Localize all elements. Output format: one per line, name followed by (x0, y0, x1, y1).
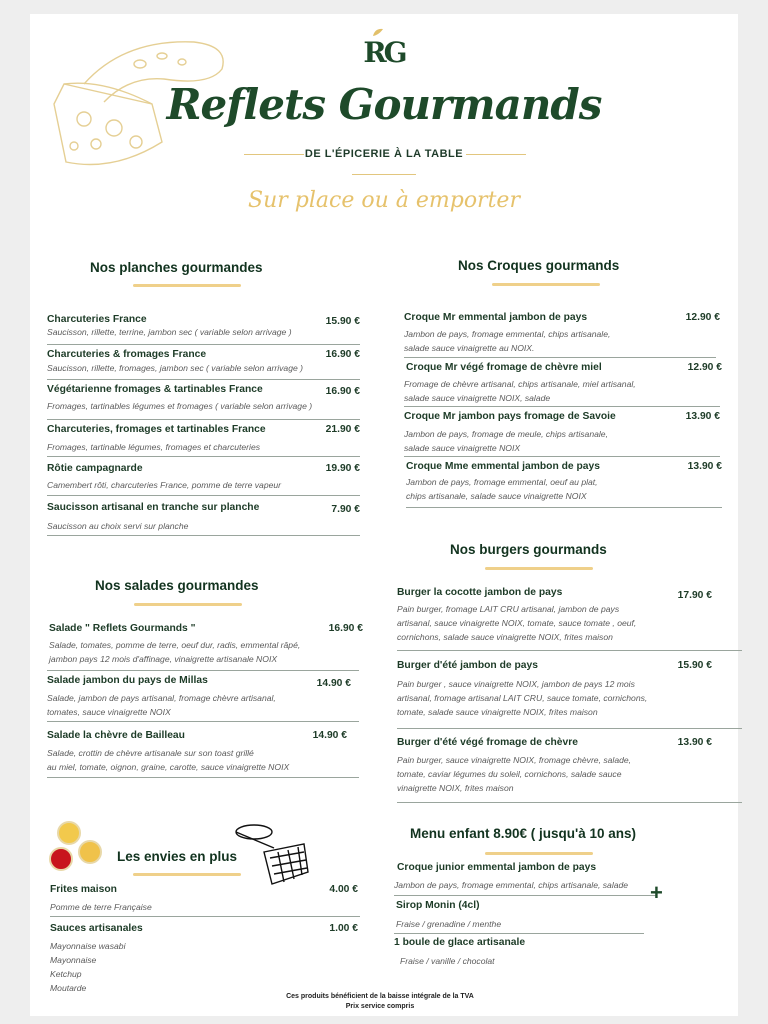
item-name: Salade jambon du pays de Millas (47, 675, 208, 686)
item-desc: Saucisson, rillette, terrine, jambon sec ( variable selon arrivage ) (47, 327, 292, 337)
section-underline (133, 873, 241, 876)
item-desc: salade sauce vinaigrette au NOIX. (404, 343, 535, 353)
item-desc: Saucisson, rillette, fromages, jambon sec ( variable selon arrivage ) (47, 363, 304, 373)
separator (47, 379, 360, 380)
menu-page (30, 14, 738, 1016)
restaurant-name: Reflets Gourmands (166, 80, 602, 129)
menu-item (47, 422, 360, 459)
item-price: 19.90 € (325, 463, 360, 474)
menu-item (404, 408, 720, 458)
croques-list (404, 310, 720, 508)
section-title-salades: Nos salades gourmandes (95, 578, 259, 593)
separator (47, 535, 360, 536)
item-desc: Fraise / grenadine / menthe (396, 919, 502, 929)
menu-item (394, 860, 654, 896)
item-name: Burger la cocotte jambon de pays (397, 587, 563, 598)
item-name: Salade la chèvre de Bailleau (47, 730, 185, 741)
separator (47, 777, 359, 778)
menu-item (404, 458, 720, 508)
menu-item (47, 724, 363, 778)
item-desc: jambon pays 12 mois d'affinage, vinaigrette artisanale NOIX (49, 654, 278, 664)
item-price: 13.90 € (687, 461, 722, 472)
menu-item (397, 585, 712, 657)
section-underline (492, 283, 600, 286)
menu-item (47, 498, 360, 536)
plus-icon: + (650, 880, 663, 905)
menu-item (397, 657, 712, 737)
menu-item (47, 620, 363, 673)
menu-item (47, 349, 360, 383)
menu-item (50, 878, 360, 917)
item-name: Croque Mr jambon pays fromage de Savoie (404, 411, 616, 422)
menu-item (397, 737, 712, 809)
item-name: Sauces artisanales (50, 923, 143, 934)
footer-note: Ces produits bénéficient de la baisse intégrale de la TVA (286, 993, 474, 1000)
item-desc: Fraise / vanille / chocolat (400, 956, 495, 966)
separator (47, 419, 360, 420)
logo (344, 24, 424, 69)
section-underline (133, 284, 241, 287)
fries-basket-icon (234, 822, 314, 886)
item-desc: Jambon de pays, fromage emmental, chips artisanale, salade (394, 880, 629, 890)
item-desc: chips artisanale, salade sauce vinaigrette NOIX (406, 491, 587, 501)
item-desc: Salade, crottin de chèvre artisanale sur son toast grillé (47, 748, 254, 758)
item-desc: Pain burger, sauce vinaigrette NOIX, fromage chèvre, salade, (397, 755, 632, 765)
sauces-illustration (48, 818, 108, 878)
separator (397, 650, 742, 651)
section-title-planches: Nos planches gourmandes (90, 260, 263, 275)
item-desc: Jambon de pays, fromage de meule, chips artisanale, (404, 429, 608, 439)
item-name: Sirop Monin (4cl) (396, 900, 480, 911)
item-desc: salade sauce vinaigrette NOIX (404, 443, 521, 453)
separator (47, 670, 359, 671)
item-price: 4.00 € (329, 884, 358, 895)
item-desc: Fromages, tartinables légumes et fromages ( variable selon arrivage ) (47, 401, 313, 411)
footer-note: Prix service compris (345, 1003, 415, 1010)
separator (47, 495, 360, 496)
envies-list (50, 878, 360, 997)
enfant-list (394, 860, 654, 972)
item-price: 1.00 € (329, 923, 358, 934)
footer (180, 992, 580, 1012)
menu-item (47, 312, 360, 349)
menu-item (404, 359, 720, 408)
item-price: 16.90 € (325, 386, 360, 397)
item-name: Charcuteries France (47, 314, 147, 325)
item-desc: tomate, salade sauce vinaigrette NOIX, frites maison (397, 707, 598, 717)
menu-item (404, 310, 720, 359)
item-desc: vinaigrette NOIX, frites maison (397, 783, 514, 793)
separator (404, 357, 716, 358)
divider (466, 154, 526, 155)
section-underline (134, 603, 242, 606)
menu-item (394, 934, 654, 972)
section-underline (485, 852, 593, 855)
item-price: 14.90 € (316, 678, 351, 689)
item-price: 16.90 € (328, 623, 363, 634)
item-name: Burger d'été végé fromage de chèvre (397, 737, 578, 748)
item-name: Charcuteries, fromages et tartinables France (47, 424, 266, 435)
item-desc: artisanal, sauce vinaigrette NOIX, tomate, sauce tomate , oeuf, (397, 618, 637, 628)
item-name: Végétarienne fromages & tartinables France (47, 384, 263, 395)
planches-list (47, 312, 360, 536)
item-desc: Fromages, tartinable légumes, fromages et charcuteries (47, 442, 261, 452)
item-price: 12.90 € (687, 362, 722, 373)
item-desc: Salade, jambon de pays artisanal, fromage chèvre artisanal, (47, 693, 276, 703)
item-desc: salade sauce vinaigrette NOIX, salade (404, 393, 551, 403)
section-underline (485, 567, 593, 570)
menu-item (47, 459, 360, 498)
item-price: 17.90 € (677, 590, 712, 601)
item-name: Frites maison (50, 884, 117, 895)
item-desc: Camembert rôti, charcuteries France, pomme de terre vapeur (47, 480, 282, 490)
item-price: 14.90 € (312, 730, 347, 741)
item-name: 1 boule de glace artisanale (394, 937, 526, 948)
separator (397, 802, 742, 803)
item-price: 15.90 € (677, 660, 712, 671)
item-price: 21.90 € (325, 424, 360, 435)
menu-item (47, 673, 363, 724)
item-desc: au miel, tomate, oignon, graine, carotte, sauce vinaigrette NOIX (47, 762, 290, 772)
item-name: Rôtie campagnarde (47, 463, 143, 474)
item-desc: Pomme de terre Française (50, 902, 152, 912)
item-name: Croque Mr végé fromage de chèvre miel (406, 362, 602, 373)
subtitle: DE L'ÉPICERIE À LA TABLE (304, 148, 464, 160)
separator (47, 456, 360, 457)
item-price: 13.90 € (685, 411, 720, 422)
menu-item (47, 383, 360, 422)
separator (47, 721, 359, 722)
item-desc: Mayonnaise (50, 955, 97, 965)
item-desc: cornichons, salade sauce vinaigrette NOIX, frites maison (397, 632, 613, 642)
separator (397, 728, 742, 729)
item-price: 15.90 € (325, 316, 360, 327)
menu-item (394, 896, 654, 934)
item-desc: Salade, tomates, pomme de terre, oeuf dur, radis, emmental râpé, (49, 640, 301, 650)
logo-monogram: RG (363, 36, 405, 69)
tagline: Sur place ou à emporter (248, 188, 520, 213)
section-title-croques: Nos Croques gourmands (458, 258, 620, 273)
item-desc: Mayonnaise wasabi (50, 941, 126, 951)
burgers-list (397, 585, 712, 809)
item-desc: Ketchup (50, 969, 82, 979)
separator (406, 507, 722, 508)
item-name: Croque Mr emmental jambon de pays (404, 312, 588, 323)
menu-item (50, 917, 360, 997)
separator (404, 456, 720, 457)
item-desc: Moutarde (50, 983, 87, 993)
section-title-envies: Les envies en plus (117, 849, 238, 864)
item-desc: Jambon de pays, fromage emmental, oeuf au plat, (406, 477, 598, 487)
separator (47, 344, 360, 345)
item-desc: tomates, sauce vinaigrette NOIX (47, 707, 171, 717)
separator (404, 406, 720, 407)
item-desc: Pain burger , sauce vinaigrette NOIX, jambon de pays 12 mois (397, 679, 635, 689)
item-desc: Saucisson au choix servi sur planche (47, 521, 189, 531)
item-price: 13.90 € (677, 737, 712, 748)
section-title-enfant: Menu enfant 8.90€ ( jusqu'à 10 ans) (410, 826, 637, 841)
item-desc: Fromage de chèvre artisanal, chips artisanale, miel artisanal, (404, 379, 636, 389)
item-name: Croque junior emmental jambon de pays (397, 862, 597, 873)
item-desc: tomate, caviar légumes du soleil, cornichons, salade sauce (397, 769, 622, 779)
item-name: Charcuteries & fromages France (47, 349, 207, 360)
item-name: Burger d'été jambon de pays (397, 660, 538, 671)
section-title-burgers: Nos burgers gourmands (450, 542, 607, 557)
item-price: 12.90 € (685, 312, 720, 323)
item-desc: Jambon de pays, fromage emmental, chips artisanale, (404, 329, 611, 339)
item-price: 7.90 € (331, 504, 360, 515)
item-name: Salade " Reflets Gourmands " (49, 623, 196, 634)
divider (352, 174, 416, 175)
item-name: Croque Mme emmental jambon de pays (406, 461, 600, 472)
item-desc: Pain burger, fromage LAIT CRU artisanal, jambon de pays (397, 604, 620, 614)
item-name: Saucisson artisanal en tranche sur planche (47, 502, 260, 513)
item-price: 16.90 € (325, 349, 360, 360)
salades-list (47, 620, 363, 778)
item-desc: artisanal, fromage artisanal LAIT CRU, sauce tomate, cornichons, (397, 693, 648, 703)
